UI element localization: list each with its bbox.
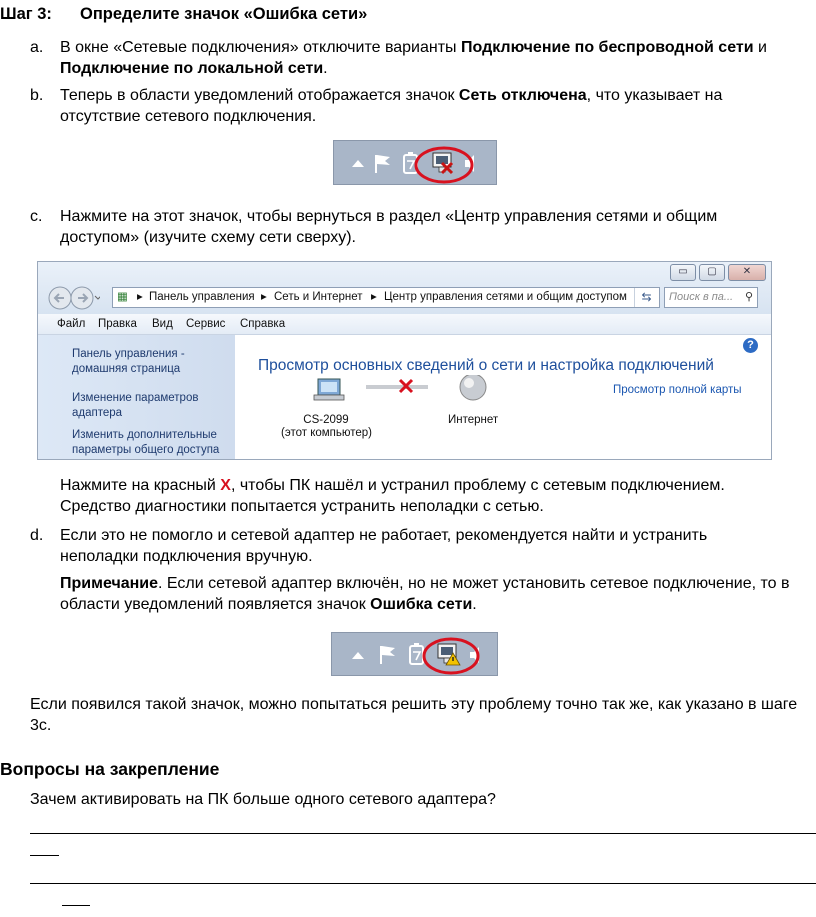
history-dropdown-icon[interactable] xyxy=(95,296,100,299)
menu-view[interactable]: Вид xyxy=(152,318,173,330)
item-a-bold2: Подключение по локальной сети xyxy=(60,60,324,77)
item-d-text: Если это не помогло и сетевой адаптер не работает, рекомендуется найти и устранить неполадки подключения вручную. xyxy=(60,527,708,565)
search-icon[interactable]: ⚲ xyxy=(744,291,753,303)
computer-subtitle: (этот компьютер) xyxy=(281,427,373,439)
item-b-text2: , что указывает на отсутствие сетевого подключения. xyxy=(60,87,723,125)
sidebar-link-sharing[interactable]: Изменить дополнительные параметры общего доступа xyxy=(72,429,220,456)
computer-label xyxy=(281,414,371,440)
note-text2: . xyxy=(472,596,477,613)
sidebar-link-adapter[interactable]: Изменение параметров адаптера xyxy=(72,392,199,419)
note-bold2: Ошибка сети xyxy=(370,596,473,613)
item-a-text xyxy=(60,37,810,79)
item-a-text3: . xyxy=(323,60,328,77)
menu-tools[interactable]: Сервис xyxy=(186,318,226,330)
breadcrumb-network-internet[interactable]: Сеть и Интернет xyxy=(274,291,363,303)
battery-plug-icon xyxy=(410,643,423,664)
step-number: Шаг 3: xyxy=(0,5,52,23)
internet-globe-icon[interactable] xyxy=(460,375,486,400)
network-error-icon xyxy=(438,644,460,665)
tray-network-error xyxy=(331,632,498,676)
control-panel-icon: ▦ xyxy=(117,291,128,303)
menu-help[interactable]: Справка xyxy=(240,318,286,330)
step-heading xyxy=(0,4,367,25)
note-label: Примечание xyxy=(60,575,159,592)
main-title: Просмотр основных сведений о сети и настройка подключений xyxy=(258,357,714,374)
item-a-text1: В окне «Сетевые подключения» отключите варианты xyxy=(60,39,461,56)
note xyxy=(60,573,805,615)
minimize-button[interactable]: ▭ xyxy=(670,264,696,281)
c-note-text2: , чтобы ПК нашёл и устранил проблему с сетевым подключением. Средство диагностики попытается устранить неполадки с сетью. xyxy=(60,477,725,515)
answer-line xyxy=(30,883,816,884)
answer-line xyxy=(30,833,816,834)
breadcrumb-network-center[interactable]: Центр управления сетями и общим доступом xyxy=(384,291,627,303)
network-map xyxy=(308,375,508,415)
item-c xyxy=(30,206,810,248)
search-placeholder: Поиск в па... xyxy=(669,291,734,303)
note-text1: . Если сетевой адаптер включён, но не может установить сетевое подключение, то в области уведомлений появляется значок xyxy=(60,575,790,613)
breadcrumb-control-panel[interactable]: Панель управления xyxy=(149,291,255,303)
help-icon[interactable]: ? xyxy=(743,338,758,353)
nav-back-forward[interactable] xyxy=(48,286,100,310)
action-center-flag-icon xyxy=(380,646,395,664)
tray-expand-arrow-icon xyxy=(352,160,364,167)
item-b-text1: Теперь в области уведомлений отображается значок xyxy=(60,87,459,104)
item-c-text: Нажмите на этот значок, чтобы вернуться в раздел «Центр управления сетями и общим доступом» (изучите схему сети сверху). xyxy=(60,208,718,246)
full-map-link[interactable]: Просмотр полной карты xyxy=(613,384,742,396)
maximize-button[interactable]: ▢ xyxy=(699,264,725,281)
item-d-label: d. xyxy=(30,527,44,544)
tray-expand-arrow-icon xyxy=(352,652,364,659)
c-note-red-x: Х xyxy=(220,477,231,494)
item-b-label: b. xyxy=(30,87,44,104)
tray-network-disconnected xyxy=(333,140,497,185)
menu-file[interactable]: Файл xyxy=(57,318,86,330)
item-b-bold1: Сеть отключена xyxy=(458,87,587,104)
sidebar xyxy=(38,335,235,460)
item-a-label: a. xyxy=(30,39,44,56)
search-input[interactable] xyxy=(664,287,758,308)
item-c-label: c. xyxy=(30,208,43,225)
address-bar[interactable]: ▦ ▸ Панель управления ▸ Сеть и Интернет ▸ Центр управления сетями и общим доступом xyxy=(112,287,660,308)
item-b xyxy=(30,85,810,127)
internet-label: Интернет xyxy=(448,414,499,426)
c-note-text1: Нажмите на красный xyxy=(60,477,221,494)
computer-icon[interactable] xyxy=(314,379,344,400)
item-a-bold1: Подключение по беспроводной сети xyxy=(461,39,754,56)
menu-bar xyxy=(38,314,771,335)
item-a xyxy=(30,37,810,79)
item-a-text2: и xyxy=(753,39,767,56)
network-disconnected-icon xyxy=(433,153,452,173)
computer-name: CS-2099 xyxy=(303,414,349,426)
questions-heading: Вопросы на закрепление xyxy=(0,759,220,779)
sidebar-link-home[interactable]: Панель управления - домашняя страница xyxy=(72,348,185,375)
question-1: Зачем активировать на ПК больше одного сетевого адаптера? xyxy=(30,791,496,808)
close-button[interactable]: ✕ xyxy=(728,264,766,281)
answer-line-end xyxy=(30,855,59,856)
menu-edit[interactable]: Правка xyxy=(98,318,137,330)
item-b-text xyxy=(60,85,780,127)
item-c-note xyxy=(60,475,800,517)
refresh-icon[interactable]: ⇆ xyxy=(634,288,658,307)
action-center-flag-icon xyxy=(375,155,390,173)
network-center-window xyxy=(37,261,772,460)
after-text: Если появился такой значок, можно попытаться решить эту проблему точно так же, как указано в шаге 3c. xyxy=(30,696,798,734)
answer-line-end xyxy=(62,905,90,906)
item-d xyxy=(30,525,810,567)
step-title: Определите значок «Ошибка сети» xyxy=(80,5,368,23)
